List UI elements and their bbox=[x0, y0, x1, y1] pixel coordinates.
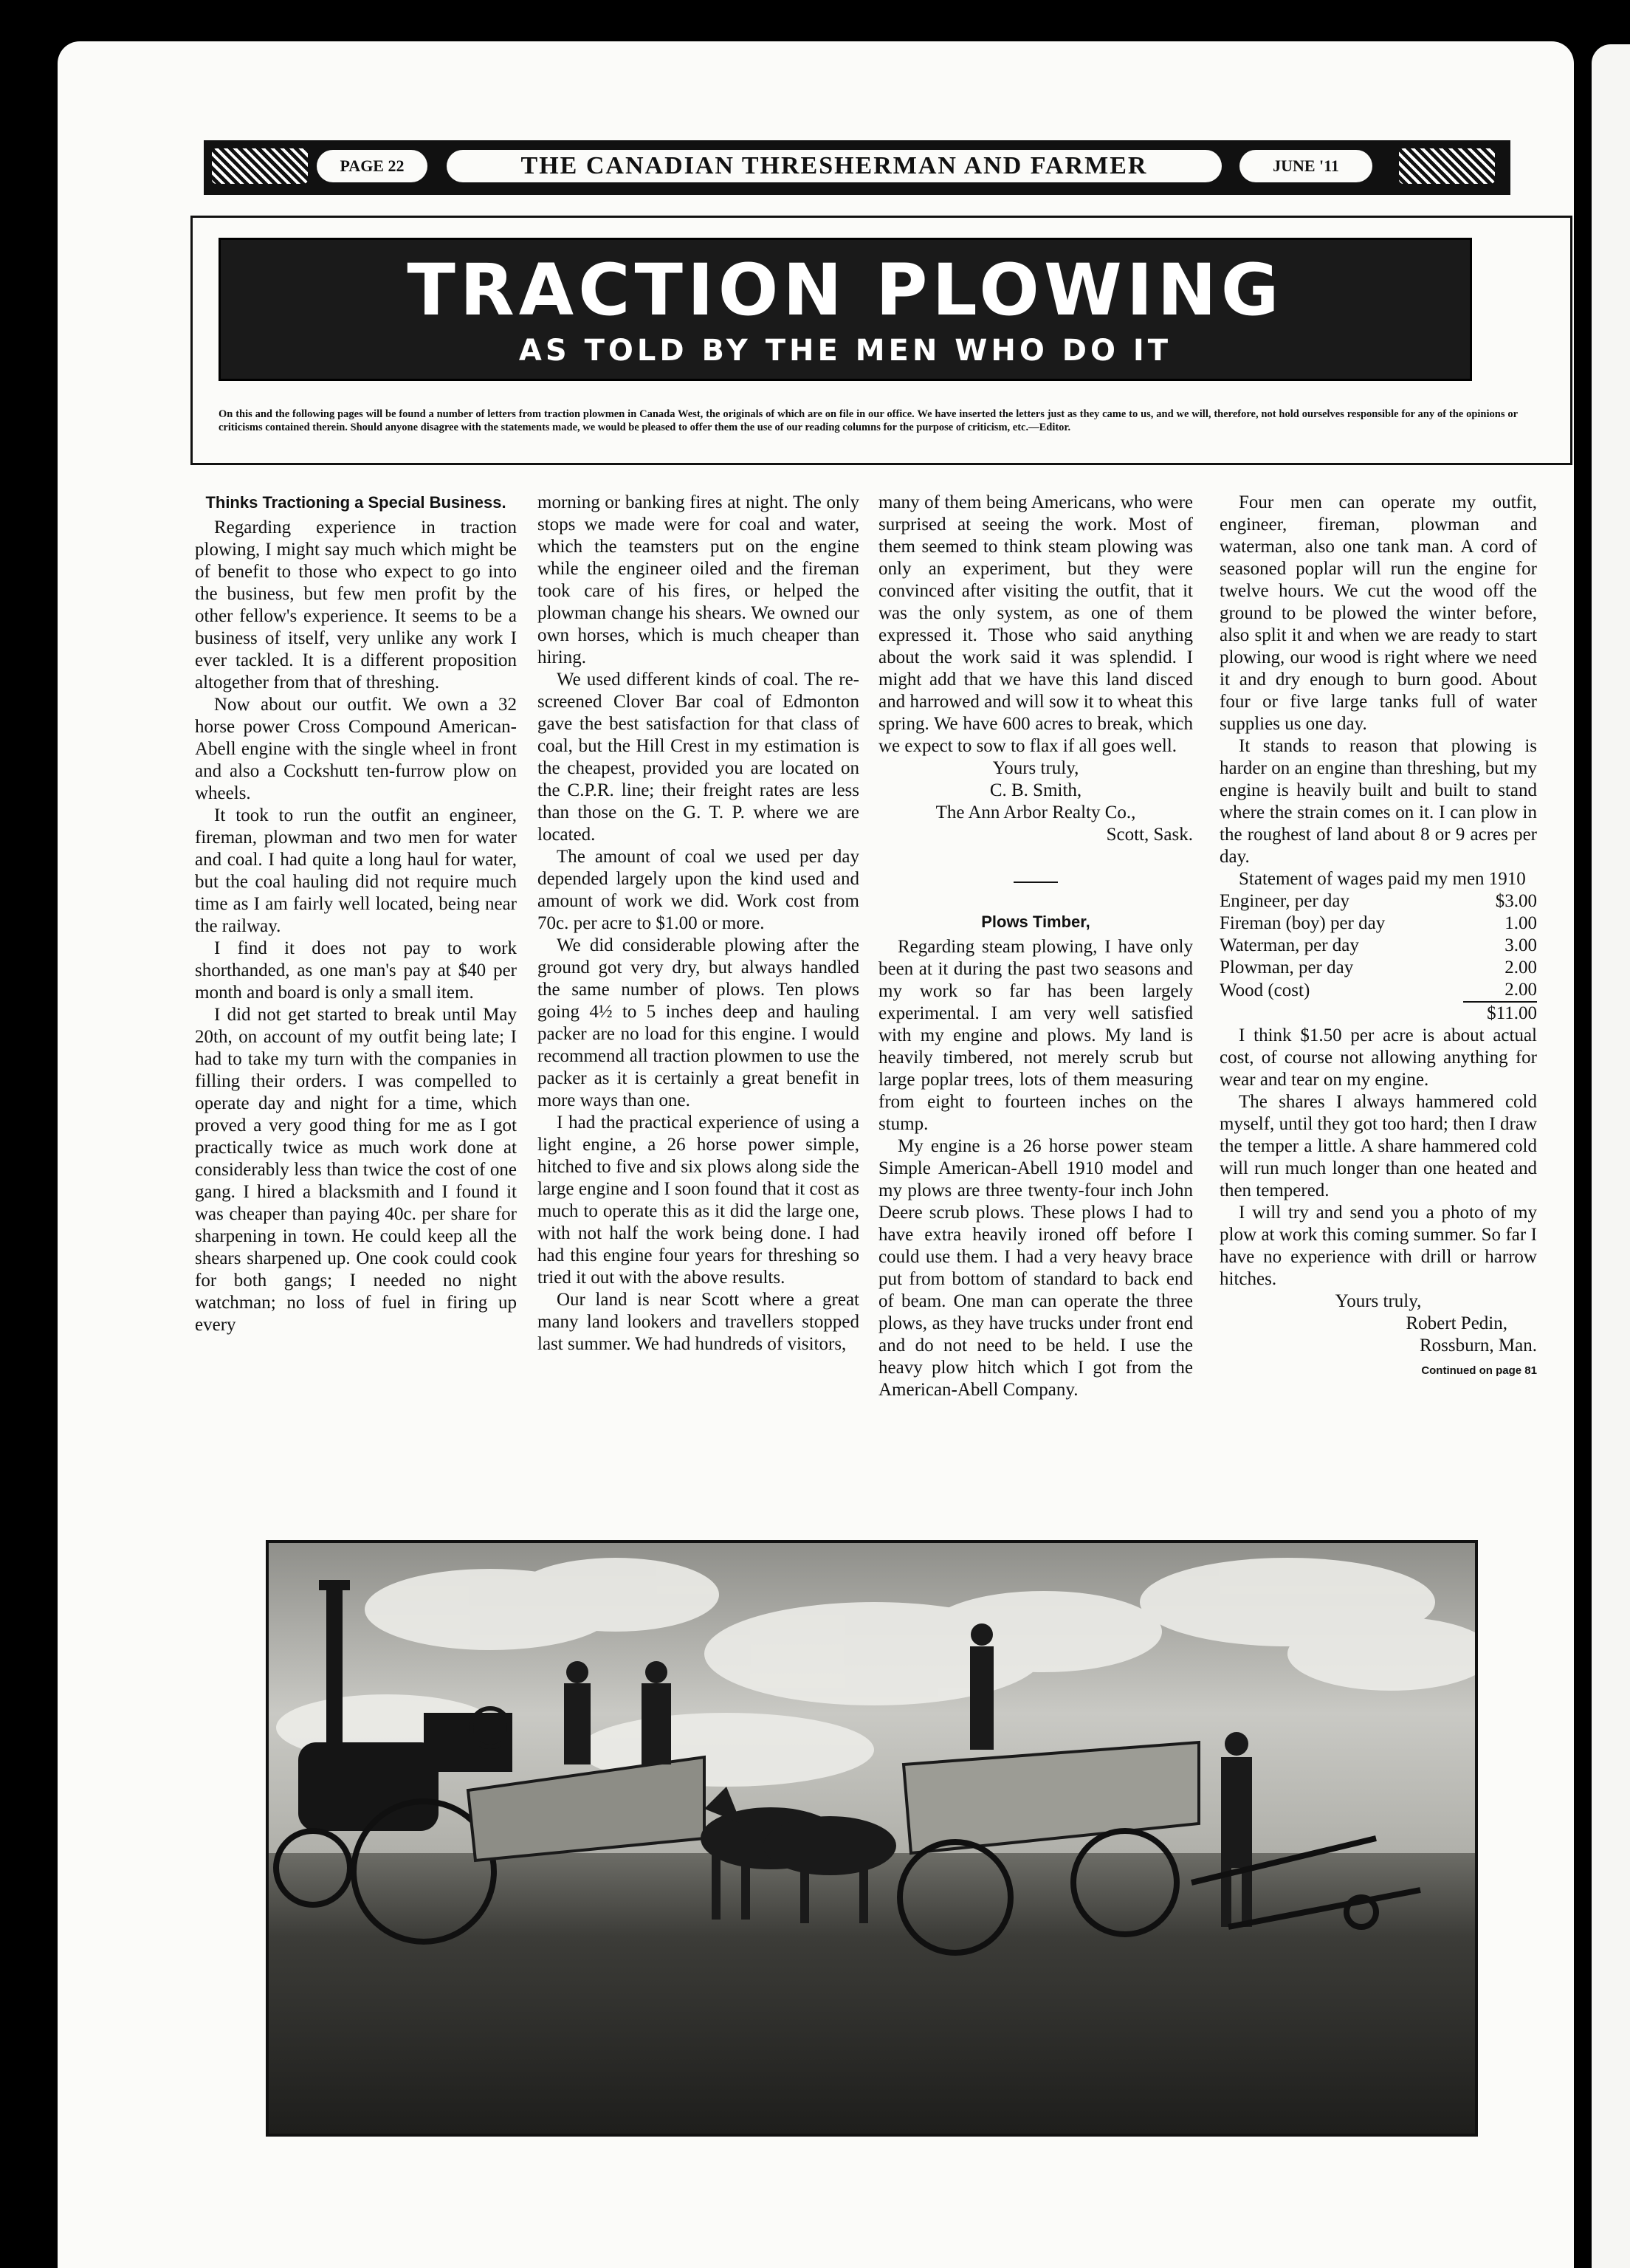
title-banner bbox=[219, 238, 1472, 381]
letter1-name: C. B. Smith, bbox=[989, 780, 1082, 800]
wage-item: Fireman (boy) per day bbox=[1220, 913, 1386, 933]
wage-row bbox=[1220, 979, 1537, 1002]
paragraph: It took to run the outfit an engineer, fireman, plowman and two men for water and coal. I had quite a long haul for water, but the coal hauling did not require much time as I am fairly well located, being near the railway. bbox=[195, 805, 517, 936]
column-2 bbox=[537, 492, 859, 1355]
wages-table bbox=[1220, 890, 1537, 1025]
publication-title: THE CANADIAN THRESHERMAN AND FARMER bbox=[447, 150, 1222, 182]
paragraph: Now about our outfit. We own a 32 horse power Cross Compound American-Abell engine with the single wheel in front and also a Cockshutt ten-furrow plow on wheels. bbox=[195, 695, 517, 803]
paragraph: The shares I always hammered cold myself, until they got too hard; then I draw the temper a little. A share hammered cold will run much longer than one heated and then tempered. bbox=[1220, 1092, 1537, 1200]
paragraph: Regarding steam plowing, I have only been at it during the past two seasons and my work so far has been largely experimental. I am very well satisfied with my engine and plows. My land is heavily timbered, not merely scrub but large poplar trees, lots of them measuring from eight to fourteen inches on the stump. bbox=[878, 937, 1193, 1134]
paragraph: many of them being Americans, who were surprised at seeing the work. Most of them seemed to think steam plowing was only an experiment, but they were convinced after visiting the outfit, that it was the only system, as one of them expressed it. Those who said anything about the work said it was splendid. I might add that we have this land disced and harrowed and will sow it to wheat this spring. We have 600 acres to break, which we expect to sow to flax if all goes well. bbox=[878, 492, 1193, 756]
banner-title: TRACTION PLOWING bbox=[407, 249, 1284, 331]
wage-row bbox=[1220, 935, 1537, 957]
paragraph: morning or banking fires at night. The only stops we made were for coal and water, which the teamsters put on the engine while the engineer oiled and the fireman took care of his fires, or helped the plowman change his shears. We owned our own horses, which is much cheaper than hiring. bbox=[537, 492, 859, 667]
wage-amount: 2.00 bbox=[1505, 958, 1537, 977]
wage-row bbox=[1220, 890, 1537, 913]
wage-amount: $3.00 bbox=[1495, 891, 1537, 911]
divider bbox=[1014, 882, 1058, 883]
wage-item: Wood (cost) bbox=[1220, 980, 1310, 1000]
letter2-name: Robert Pedin, bbox=[1406, 1313, 1507, 1333]
letter1-closing: Yours truly, bbox=[992, 758, 1079, 778]
paragraph: Four men can operate my outfit, engineer, fireman, plowman and waterman, also one tank man. A cord of seasoned poplar will run the engine for twelve hours. We cut the wood off the ground to be plowed the winter before, also split it and when we are ready to start plowing, our wood is right where we need it and dry enough to burn good. About four or five large tanks full of water supplies us one day. bbox=[1220, 492, 1537, 734]
paragraph: The amount of coal we used per day depended largely upon the kind used and amount of work we did. Work cost from 70c. per acre to $1.00 or more. bbox=[537, 847, 859, 933]
paragraph: I find it does not pay to work shorthanded, as one man's pay at $40 per month and board is only a small item. bbox=[195, 938, 517, 1003]
issue-date: JUNE '11 bbox=[1239, 150, 1372, 182]
letter1-place: Scott, Sask. bbox=[1106, 825, 1193, 845]
wage-item: Waterman, per day bbox=[1220, 935, 1359, 955]
column-3 bbox=[878, 492, 1193, 1401]
column-1 bbox=[195, 492, 517, 1336]
letter2-place: Rossburn, Man. bbox=[1419, 1336, 1537, 1355]
editor-note: On this and the following pages will be found a number of letters from traction plowmen in Canada West, the originals of which are on file in our office. We have inserted the letters just as they came to us, and we will, therefore, not hold ourselves responsible for any of the opinions or criticisms contained therein. Should anyone disagree with the statements made, we would be pleased to offer them the use of our reading columns for the purpose of criticism, etc.—Editor. bbox=[219, 408, 1518, 433]
plowing-photograph bbox=[266, 1540, 1478, 2137]
wage-total-spacer bbox=[1220, 1002, 1463, 1025]
paragraph: Statement of wages paid my men 1910 bbox=[1239, 869, 1526, 889]
wage-amount: 2.00 bbox=[1505, 980, 1537, 1000]
wage-row bbox=[1220, 957, 1537, 979]
continued-note: Continued on page 81 bbox=[1421, 1364, 1537, 1377]
right-ornament-icon bbox=[1399, 148, 1495, 184]
photo-illustration bbox=[269, 1543, 1475, 2134]
left-ornament-icon bbox=[212, 148, 308, 184]
letter2-closing: Yours truly, bbox=[1335, 1291, 1422, 1311]
paragraph: I think $1.50 per acre is about actual cost, of course not allowing anything for wear and tear on my engine. bbox=[1220, 1025, 1537, 1090]
banner-subtitle: AS TOLD BY THE MEN WHO DO IT bbox=[518, 334, 1172, 368]
wage-total-row bbox=[1220, 1002, 1537, 1025]
paragraph: I did not get started to break until May 20th, on account of my outfit being late; I had to take my turn with the companies in filling their orders. I was compelled to operate day and night for a time, which proved a very good thing for me as I got practically twice as much work done at considerably less than twice the cost of one gang. I hired a blacksmith and I found it was cheaper than paying 40c. per share for sharpening in town. He could keep all the shears sharpened up. One cook could cook for both gangs; I needed no night watchman; no loss of fuel in firing up every bbox=[195, 1005, 517, 1335]
letter2-heading: Plows Timber, bbox=[981, 913, 1090, 931]
paragraph: I had the practical experience of using a light engine, a 26 horse power simple, hitched to five and six plows along side the large engine and I soon found that it cost as much to operate this as it did the large one, with not half the work being done. I had had this engine four years for threshing so tried it out with the above results. bbox=[537, 1113, 859, 1288]
paragraph: I will try and send you a photo of my plow at work this coming summer. So far I have no experience with drill or harrow hitches. bbox=[1220, 1203, 1537, 1289]
paragraph: Regarding experience in traction plowing, I might say much which might be of benefit to those who expect to go into the business, but few men profit by the other fellow's experience. It seems to be a business of itself, very unlike any work I ever tackled. It is a different proposition altogether from that of threshing. bbox=[195, 518, 517, 693]
wage-total: $11.00 bbox=[1463, 1002, 1537, 1025]
paragraph: We did considerable plowing after the ground got very dry, but always handled the same number of plows. Ten plows going 4½ to 5 inches deep and hauling packer are no load for this engine. I would recommend all traction plowmen to use the packer as it is certainly a great benefit in more ways than one. bbox=[537, 935, 859, 1110]
wage-item: Engineer, per day bbox=[1220, 891, 1350, 911]
paragraph: We used different kinds of coal. The re-screened Clover Bar coal of Edmonton gave the best satisfaction for that class of coal, but the Hill Crest in my estimation is the cheapest, provided you are located on the C.P.R. line; their freight rates are less than those on the G. T. P. where we are located. bbox=[537, 670, 859, 845]
column-4 bbox=[1220, 492, 1537, 1382]
page-label: PAGE 22 bbox=[317, 150, 427, 182]
field bbox=[269, 1853, 1475, 2134]
masthead bbox=[204, 140, 1510, 195]
adjacent-page-edge bbox=[1592, 44, 1630, 2268]
paragraph: It stands to reason that plowing is harder on an engine than threshing, but my engine is heavily built and built to stand where the strain comes on it. I can plow in the roughest of land about 8 or 9 acres per day. bbox=[1220, 736, 1537, 867]
paragraph: My engine is a 26 horse power steam Simple American-Abell 1910 model and my plows are three twenty-four inch John Deere scrub plows. These plows I had to have extra heavily ironed off before I could use them. I had a very heavy brace put from bottom of standard to back end of beam. One man can operate the three plows, as they have trucks under front end and do not need to be held. I use the heavy plow hitch which I got from the American-Abell Company. bbox=[878, 1136, 1193, 1400]
paragraph: Our land is near Scott where a great many land lookers and travellers stopped last summer. We had hundreds of visitors, bbox=[537, 1290, 859, 1354]
wage-row bbox=[1220, 913, 1537, 935]
wage-item: Plowman, per day bbox=[1220, 958, 1354, 977]
letter1-company: The Ann Arbor Realty Co., bbox=[935, 803, 1136, 822]
wage-amount: 3.00 bbox=[1505, 935, 1537, 955]
wage-amount: 1.00 bbox=[1505, 913, 1537, 933]
letter1-heading: Thinks Tractioning a Special Business. bbox=[205, 493, 506, 512]
